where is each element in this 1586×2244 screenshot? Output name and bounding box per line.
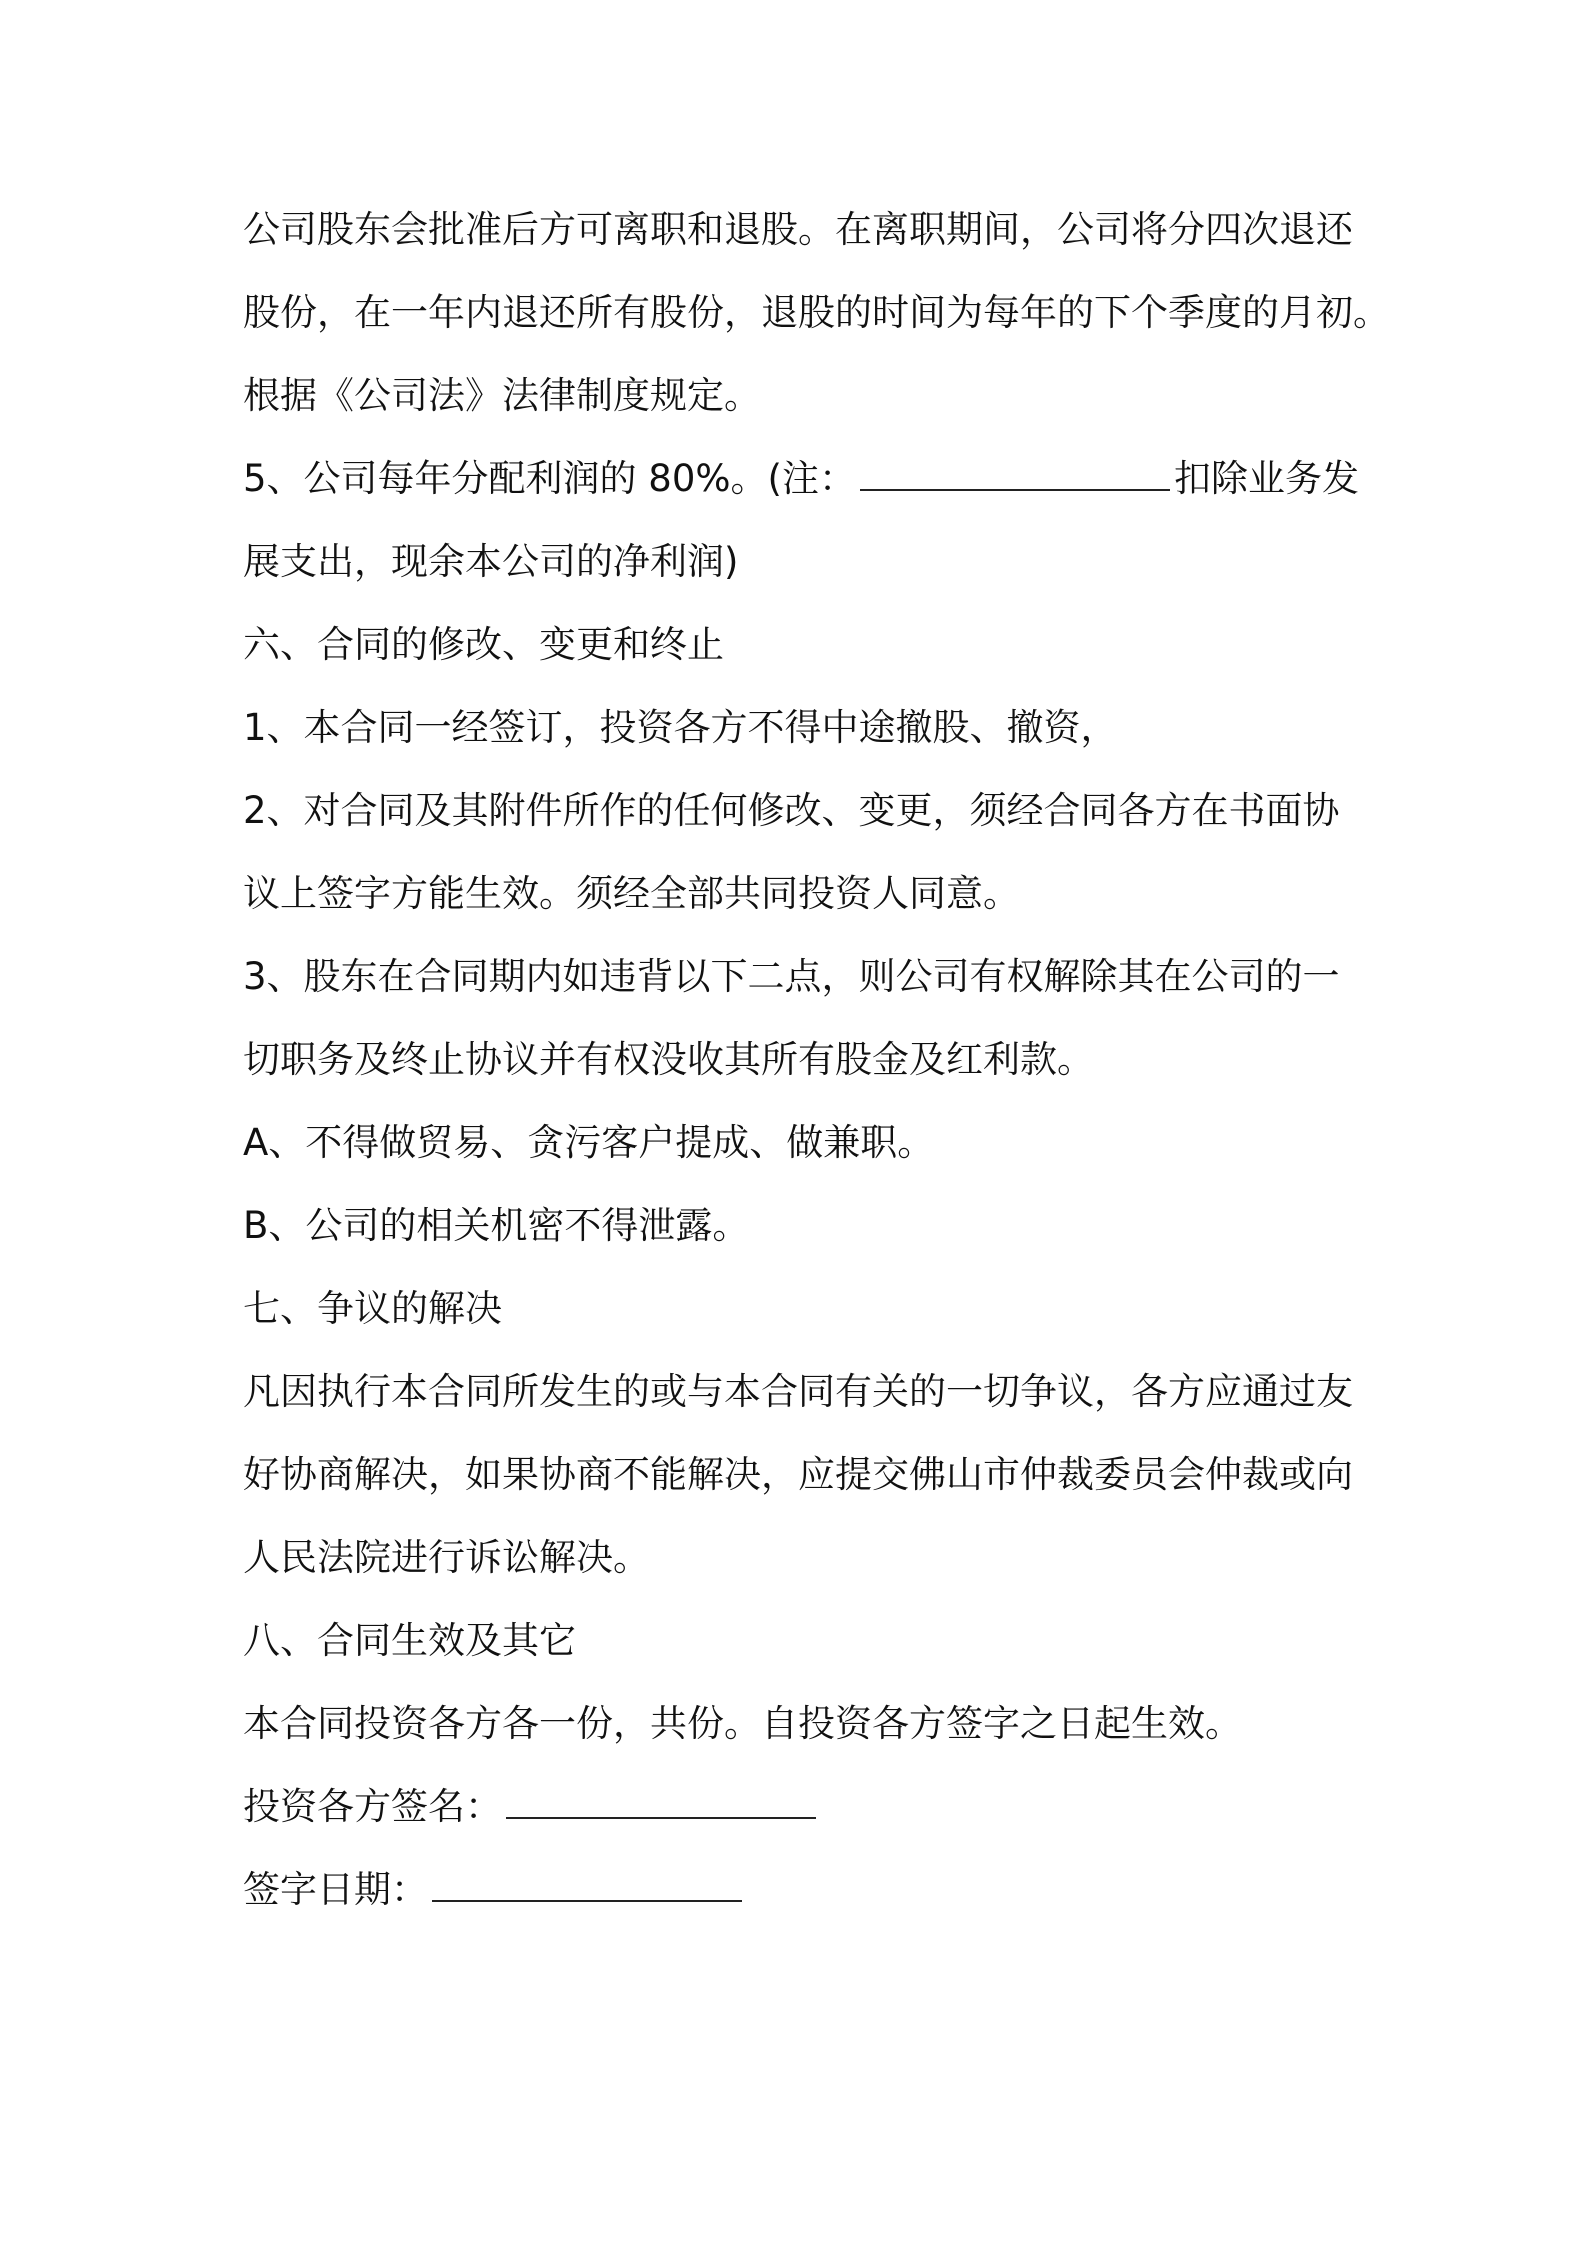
date-label: 签字日期： — [243, 1868, 428, 1911]
paragraph-line: 展支出，现余本公司的净利润) — [243, 540, 739, 583]
signature-line — [243, 1777, 1353, 1837]
paragraph-line: 凡因执行本合同所发生的或与本合同有关的一切争议，各方应通过友 — [243, 1370, 1353, 1413]
paragraph-line: 股份，在一年内退还所有股份，退股的时间为每年的下个季度的月初。 — [243, 291, 1390, 334]
paragraph-line: B、公司的相关机密不得泄露。 — [243, 1204, 750, 1247]
fill-in-blank — [860, 459, 1170, 491]
signature-label: 投资各方签名： — [243, 1785, 502, 1828]
profit-clause-text-continued: 扣除业务发 — [1173, 457, 1359, 500]
paragraph-line: 2、对合同及其附件所作的任何修改、变更，须经合同各方在书面协 — [243, 789, 1340, 832]
paragraph-line: 1、本合同一经签订，投资各方不得中途撤股、撤资， — [243, 706, 1118, 749]
paragraph-line: A、不得做贸易、贪污客户提成、做兼职。 — [243, 1121, 935, 1164]
section-heading: 八、合同生效及其它 — [243, 1619, 576, 1662]
paragraph-line: 本合同投资各方各一份，共份。自投资各方签字之日起生效。 — [243, 1702, 1242, 1745]
paragraph-line: 公司股东会批准后方可离职和退股。在离职期间，公司将分四次退还 — [243, 208, 1353, 251]
paragraph-line: 3、股东在合同期内如违背以下二点，则公司有权解除其在公司的一 — [243, 955, 1340, 998]
profit-clause-text: 5、公司每年分配利润的 80%。(注： — [243, 457, 856, 500]
profit-clause-line — [243, 449, 1359, 509]
paragraph-line: 人民法院进行诉讼解决。 — [243, 1536, 650, 1579]
section-heading: 六、合同的修改、变更和终止 — [243, 623, 724, 666]
signature-blank — [506, 1787, 816, 1819]
section-heading: 七、争议的解决 — [243, 1287, 502, 1330]
paragraph-line: 好协商解决，如果协商不能解决，应提交佛山市仲裁委员会仲裁或向 — [243, 1453, 1353, 1496]
paragraph-line: 切职务及终止协议并有权没收其所有股金及红利款。 — [243, 1038, 1094, 1081]
date-blank — [432, 1870, 742, 1902]
paragraph-line: 议上签字方能生效。须经全部共同投资人同意。 — [243, 872, 1020, 915]
date-line — [243, 1860, 1353, 1920]
paragraph-line: 根据《公司法》法律制度规定。 — [243, 374, 761, 417]
